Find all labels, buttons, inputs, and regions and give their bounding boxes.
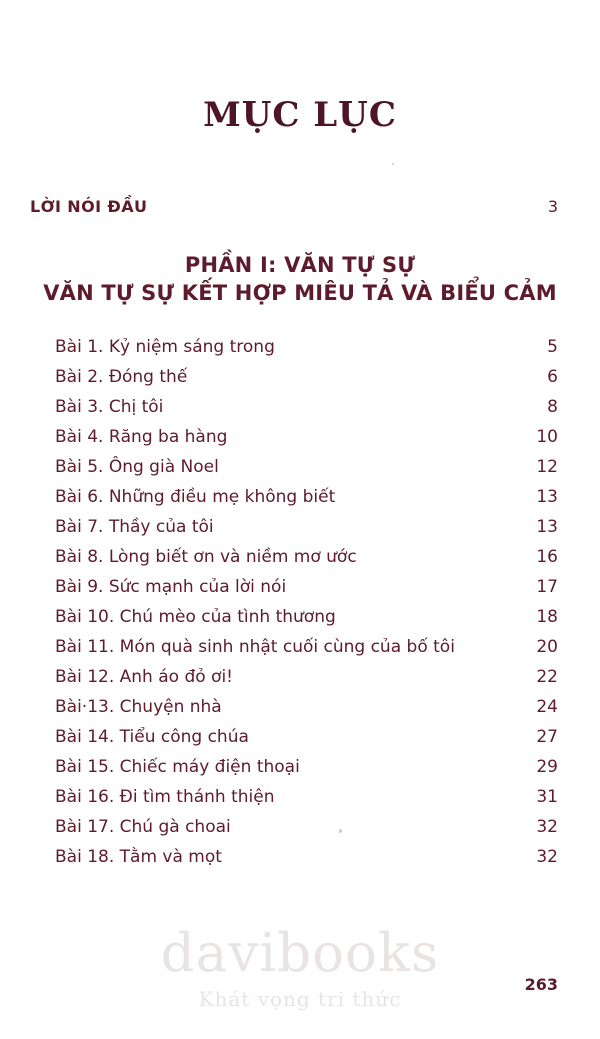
watermark-sub-text: Khát vọng tri thức bbox=[198, 987, 402, 1011]
toc-entry-label: Bài 5. Ông già Noel bbox=[55, 457, 219, 478]
toc-entry-page: 29 bbox=[536, 757, 558, 778]
toc-entry-page: 22 bbox=[536, 667, 558, 688]
toc-entry bbox=[55, 729, 558, 746]
toc-entry-page: 6 bbox=[547, 367, 558, 388]
toc-entry-label: Bài 16. Đi tìm thánh thiện bbox=[55, 787, 275, 808]
toc-entry-label: Bài 9. Sức mạnh của lời nói bbox=[55, 577, 287, 598]
toc-entry-page: 32 bbox=[536, 817, 558, 838]
toc-entry bbox=[55, 789, 558, 806]
toc-entry bbox=[55, 369, 558, 386]
toc-entry bbox=[55, 459, 558, 476]
toc-entry-page: 17 bbox=[536, 577, 558, 598]
toc-entry-page: 20 bbox=[536, 637, 558, 658]
toc-entry bbox=[55, 399, 558, 416]
toc-entry bbox=[55, 849, 558, 866]
toc-entry-foreword bbox=[0, 197, 600, 216]
toc-entry-label: Bài 12. Anh áo đỏ ơi! bbox=[55, 667, 233, 688]
watermark bbox=[0, 923, 600, 1011]
toc-entry-page: 13 bbox=[536, 487, 558, 508]
part-heading-line-1: PHẦN I: VĂN TỰ SỰ bbox=[184, 253, 416, 277]
toc-entry bbox=[55, 609, 558, 626]
toc-entry-label: Bài 7. Thầy của tôi bbox=[55, 517, 214, 538]
toc-entry-label: Bài·13. Chuyện nhà bbox=[55, 697, 222, 718]
toc-entry bbox=[55, 819, 558, 836]
toc-entry-label: Bài 1. Kỷ niệm sáng trong bbox=[55, 337, 275, 358]
toc-entry bbox=[55, 669, 558, 686]
toc-entry-page: 18 bbox=[536, 607, 558, 628]
part-heading-line-2: VĂN TỰ SỰ KẾT HỢP MIÊU TẢ VÀ BIỂU CẢM bbox=[43, 280, 557, 305]
toc-entry bbox=[55, 429, 558, 446]
toc-entry-page: 12 bbox=[536, 457, 558, 478]
toc-entry-page: 24 bbox=[536, 697, 558, 718]
toc-entry-label: Bài 14. Tiểu công chúa bbox=[55, 727, 249, 748]
paper-speck bbox=[392, 163, 394, 165]
toc-entry-page: 16 bbox=[536, 547, 558, 568]
page-title: MỤC LỤC bbox=[203, 95, 397, 135]
toc-entry-label: Bài 8. Lòng biết ơn và niềm mơ ước bbox=[55, 547, 357, 568]
watermark-main-text: davibooks bbox=[160, 923, 440, 984]
toc-entry-label: Bài 2. Đóng thế bbox=[55, 367, 188, 388]
toc-entry-page: 32 bbox=[536, 847, 558, 868]
toc-entry-label: Bài 11. Món quà sinh nhật cuối cùng của bố tôi bbox=[55, 637, 455, 658]
toc-entry-page: 8 bbox=[547, 397, 558, 418]
page-number: 263 bbox=[524, 975, 558, 994]
toc-entry-page: 13 bbox=[536, 517, 558, 538]
toc-entry-label: Bài 10. Chú mèo của tình thương bbox=[55, 607, 336, 628]
toc-entry-label: Bài 3. Chị tôi bbox=[55, 397, 164, 418]
toc-entry bbox=[55, 699, 558, 716]
toc-entry-page: 31 bbox=[536, 787, 558, 808]
part-heading bbox=[0, 252, 600, 307]
toc-entry-label: Bài 18. Tằm và mọt bbox=[55, 847, 222, 868]
paper-speck bbox=[339, 829, 342, 833]
toc-list bbox=[0, 339, 600, 866]
toc-entry-label: Bài 17. Chú gà choai bbox=[55, 817, 231, 838]
toc-entry-page: 27 bbox=[536, 727, 558, 748]
toc-entry bbox=[55, 519, 558, 536]
toc-entry bbox=[55, 549, 558, 566]
toc-entry bbox=[55, 489, 558, 506]
toc-entry-page: 10 bbox=[536, 427, 558, 448]
toc-entry bbox=[55, 639, 558, 656]
book-page bbox=[0, 95, 600, 1039]
toc-entry-page: 5 bbox=[547, 337, 558, 358]
foreword-label: LỜI NÓI ĐẦU bbox=[30, 197, 148, 216]
toc-entry bbox=[55, 339, 558, 356]
toc-entry-label: Bài 15. Chiếc máy điện thoại bbox=[55, 757, 300, 778]
toc-entry bbox=[55, 759, 558, 776]
toc-entry-label: Bài 4. Răng ba hàng bbox=[55, 427, 228, 448]
toc-entry bbox=[55, 579, 558, 596]
foreword-page-number: 3 bbox=[547, 197, 558, 216]
toc-entry-label: Bài 6. Những điều mẹ không biết bbox=[55, 487, 336, 508]
